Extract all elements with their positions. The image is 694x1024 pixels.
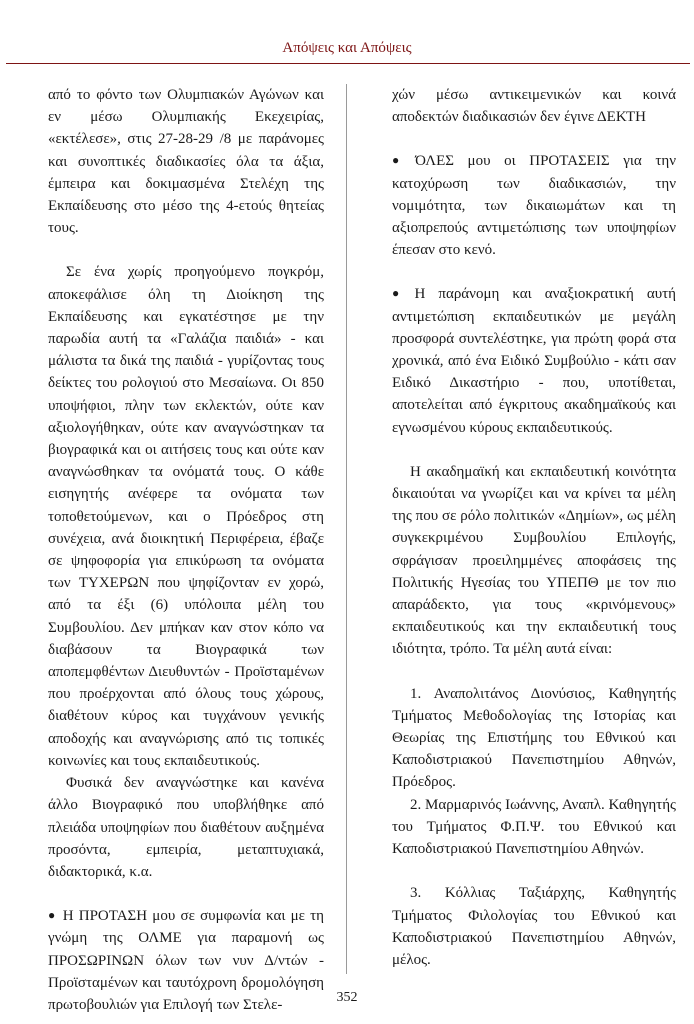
header-rule: [6, 63, 690, 64]
paragraph: Η ακαδημαϊκή και εκπαιδευτική κοινότητα δικαιούται να γνωρίζει και να κρίνει τα μέλη της που σε ρόλο πολιτικών «Δημίων», ως μέλη συγκεκριμένου Συμβουλίου Επιλογής, σφράγισαν προειλημμένες αποφάσεις της Πολιτικής Ηγεσίας του ΥΠΕΠΘ με τον πιο απαράδεκτο, για τους «κρινόμενους» εκπαιδευτικούς και την εκπαιδευτική τους ιδιότητα, τρόπο. Τα μέλη αυτά είναι:: [392, 463, 676, 658]
bullet-paragraph: [392, 150, 676, 261]
page-number: 352: [336, 990, 358, 1005]
paragraph: από το φόντο των Ολυμπιακών Αγώνων και εν μέσω Ολυμπιακής Εκεχειρίας, «εκτέλεσε», στις 27-28-29 /8 με παράνομες και συνοπτικές διαδικασίες όλα τα άξια, έμπειρα και δοκιμασμένα Στελέχη της Εκπαίδευσης στο μέσο της 4-ετούς θητείας τους.: [48, 87, 324, 237]
running-header: [0, 40, 694, 57]
paragraph-text: Η παράνομη και αναξιοκρατική αυτή αντιμετώπιση εκπαιδευτικών με μεγάλη προσφορά συντελέστηκε, για πρώτη φορά στα χρονικά, από ένα Ειδικό Συμβούλιο - κάτι σαν Ειδικό Δικαστήριο - που, υποτίθεται, αποτελείται από έγκριτους ακαδημαϊκούς και εγνωσμένου κύρους εκπαιδευτικούς.: [392, 286, 676, 436]
paragraph: Φυσικά δεν αναγνώστηκε και κανένα άλλο Βιογραφικό που υποβλήθηκε από πλειάδα υποψηφίων που διαθέτουν αυξημένα προσόντα, εμπειρία, μεταπτυχιακά, διδακτορικά, κ.α.: [48, 775, 324, 880]
bullet-paragraph: [392, 283, 676, 438]
header-title: Απόψεις και Απόψεις: [282, 40, 412, 56]
paragraph: χών μέσω αντικειμενικών και κοινά αποδεκτών διαδικασιών δεν έγινε ΔΕΚΤΗ: [392, 87, 676, 126]
right-column: [392, 84, 676, 971]
list-item: 2. Μαρμαρινός Ιωάννης, Αναπλ. Καθηγητής του Τμήματος Φ.Π.Ψ. του Εθνικού και Καποδιστριακού Πανεπιστημίου Αθηνών.: [392, 796, 676, 858]
paragraph: Σε ένα χωρίς προηγούμενο πογκρόμ, αποκεφάλισε όλη τη Διοίκηση της Εκπαίδευσης και εγκατέστησε με την παρωδία αυτή τα «Γαλάζια παιδιά» - και μάλιστα τα δικά της παιδιά - γυρίζοντας τους δείκτες του ρολογιού στο Μεσαίωνα. Οι 850 υποψήφιοι, πλην των εκλεκτών, ούτε καν αξιολογήθηκαν, ούτε καν αναγνώστηκαν τα βιογραφικά και οι αιτήσεις τους και ούτε καν αναγνώσθηκαν τα ονόματά τους. Ο κάθε εισηγητής ανέφερε τα ονόματα των τοποθετούμενων, και ο Πρόεδρος στη συνέχεια, ανά διοικητική Περιφέρεια, έβαζε σε ψηφοφορία για επικύρωση τα ονόματα των ΤΥΧΕΡΩΝ που ψηφίζονταν εν χορώ, από τα έξι (6) υπόλοιπα μέλη του Συμβουλίου. Δεν μπήκαν καν στον κόπο να διαβάσουν τα Βιογραφικά των αποπεμφθέντων Διευθυντών - Προϊσταμένων που προέρχονται από όλους τους χώρους, διαθέτουν κύρος και τυγχάνουν γενικής αποδοχής και αναγνώρισης από τις τοπικές κοινωνίες και τους εκπαιδευτικούς.: [48, 264, 324, 769]
paragraph-text: Η ΠΡΟΤΑΣΗ μου σε συμφωνία και με τη γνώμη της ΟΛΜΕ για παραμονή ως ΠΡΟΣΩΡΙΝΩΝ όλων των νυν Δ/ντών - Προϊσταμένων και ταυτόχρονη δρομολόγηση πρωτοβουλιών για Επιλογή των Στελε-: [48, 908, 324, 1013]
list-item: 1. Αναπολιτάνος Διονύσιος, Καθηγητής Τμήματος Μεθοδολογίας της Ιστορίας και Θεωρίας της Επιστήμης του Εθνικού και Καποδιστριακού Πανεπιστημίου Αθηνών, Πρόεδρος.: [392, 685, 676, 791]
paragraph-text: ΌΛΕΣ μου οι ΠΡΟΤΑΣΕΙΣ για την κατοχύρωση των διαδικασιών, την νομιμότητα, των δικαιωμάτων και τη αξιοπρεπούς αντιμετώπισης των υποψηφίων έπεσαν στο κενό.: [392, 153, 676, 259]
list-item: 3. Κόλλιας Ταξιάρχης, Καθηγητής Τμήματος Φιλολογίας του Εθνικού και Καποδιστριακού Πανεπιστημίου Αθηνών, μέλος.: [392, 885, 676, 968]
